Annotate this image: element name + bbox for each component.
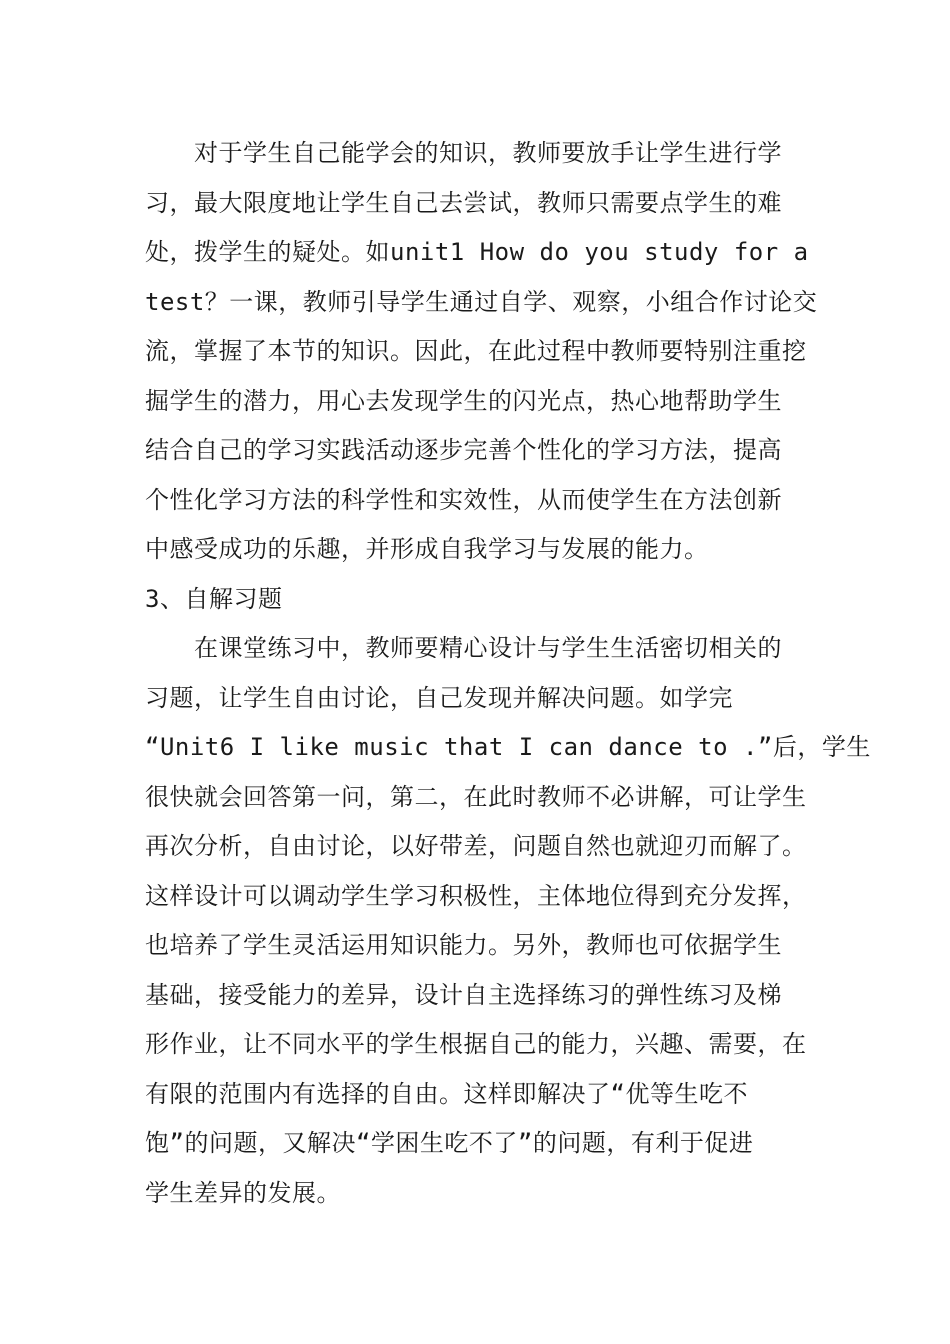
text-line: 有限的范围内有选择的自由。这样即解决了“优等生吃不 xyxy=(145,1080,748,1108)
text-line: 很快就会回答第一问，第二，在此时教师不必讲解，可让学生 xyxy=(145,783,807,811)
text-line: 也培养了学生灵活运用知识能力。另外，教师也可依据学生 xyxy=(145,931,782,959)
text-line: “Unit6 I like music that I can dance to .”后，学生 xyxy=(145,733,871,761)
text-line: 习题，让学生自由讨论，自己发现并解决问题。如学完 xyxy=(145,684,733,712)
text-line: 对于学生自己能学会的知识，教师要放手让学生进行学 xyxy=(145,139,782,167)
text-line: 流，掌握了本节的知识。因此，在此过程中教师要特别注重挖 xyxy=(145,337,807,365)
text-line: 习，最大限度地让学生自己去尝试，教师只需要点学生的难 xyxy=(145,189,782,217)
text-line: 形作业，让不同水平的学生根据自己的能力，兴趣、需要，在 xyxy=(145,1030,807,1058)
text-line: 中感受成功的乐趣，并形成自我学习与发展的能力。 xyxy=(145,535,709,563)
text-line: test？一课，教师引导学生通过自学、观察，小组合作讨论交 xyxy=(145,288,818,316)
text-line: 处，拨学生的疑处。如unit1 How do you study for a xyxy=(145,238,809,266)
text-line: 基础，接受能力的差异，设计自主选择练习的弹性练习及梯 xyxy=(145,981,782,1009)
text-line: 结合自己的学习实践活动逐步完善个性化的学习方法，提高 xyxy=(145,436,782,464)
text-line: 这样设计可以调动学生学习积极性，主体地位得到充分发挥， xyxy=(145,882,807,910)
text-line: 掘学生的潜力，用心去发现学生的闪光点，热心地帮助学生 xyxy=(145,387,782,415)
text-line: 在课堂练习中，教师要精心设计与学生生活密切相关的 xyxy=(145,634,782,662)
text-line: 个性化学习方法的科学性和实效性，从而使学生在方法创新 xyxy=(145,486,782,514)
text-line: 学生差异的发展。 xyxy=(145,1179,341,1207)
text-line: 再次分析，自由讨论，以好带差，问题自然也就迎刃而解了。 xyxy=(145,832,807,860)
text-line: 饱”的问题，又解决“学困生吃不了”的问题，有利于促进 xyxy=(145,1129,754,1157)
section-heading: 3、自解习题 xyxy=(145,585,283,613)
